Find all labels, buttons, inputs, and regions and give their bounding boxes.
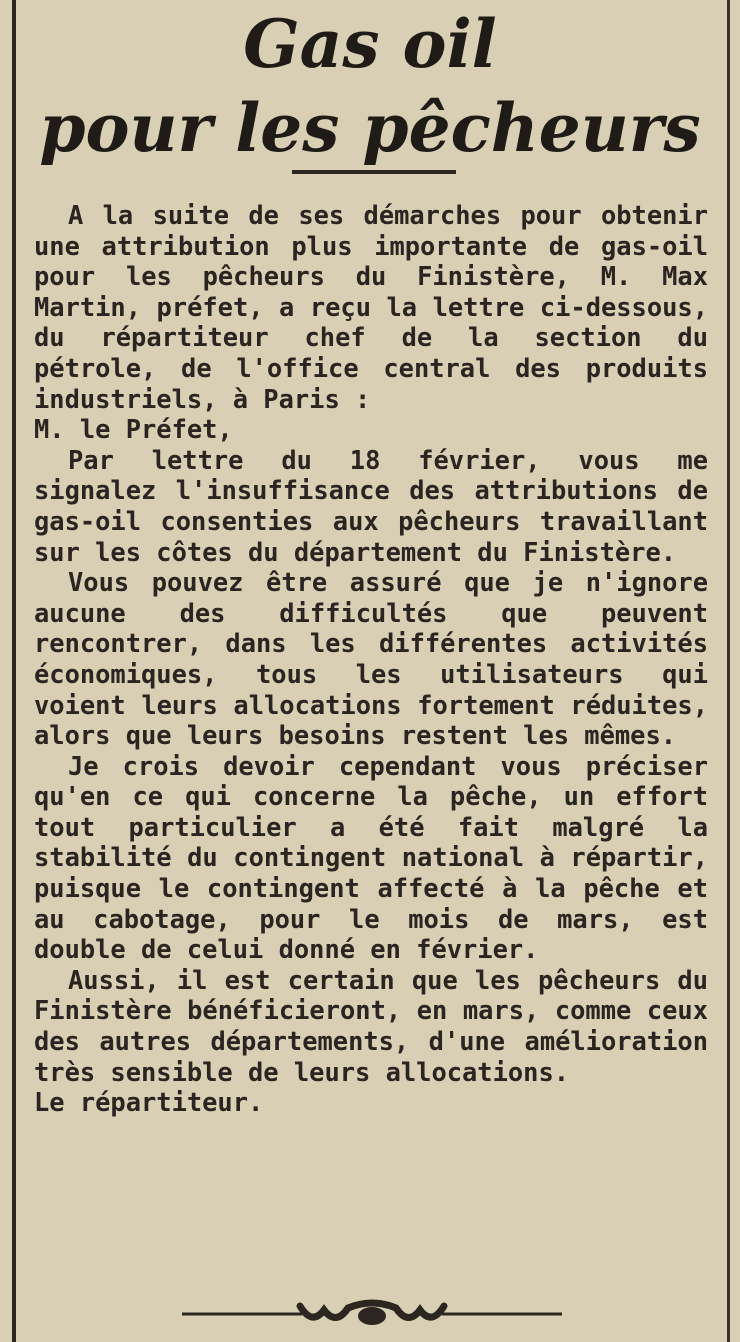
article-body <box>34 200 708 1118</box>
headline-line-1: Gas oil <box>243 5 497 83</box>
headline-line-2: pour les pêcheurs <box>39 89 701 167</box>
headline-divider <box>292 170 456 174</box>
left-column-rule <box>12 0 16 1342</box>
letter-paragraph-1: Par lettre du 18 février, vous me signalez l'insuffisance des attributions de gas-oil consenties aux pêcheurs travaillant sur les côtes du département du Finistère. <box>34 444 708 567</box>
letter-paragraph-2: Vous pouvez être assuré que je n'ignore aucune des difficultés que peuvent rencontrer, dans les différentes activités économiques, tous les utilisateurs qui voient leurs allocations fortement réduites, alors que leurs besoins restent les mêmes. <box>34 567 708 751</box>
letter-paragraph-3: Je crois devoir cependant vous préciser qu'en ce qui concerne la pêche, un effort tout particulier a été fait malgré la stabilité du contingent national à répartir, puisque le contingent affecté à la pêche et au cabotage, pour le mois de mars, est double de celui donné en février. <box>34 750 708 965</box>
right-column-rule <box>727 0 730 1342</box>
letter-paragraph-4: Aussi, il est certain que les pêcheurs du Finistère bénéficieront, en mars, comme ceux des autres départements, d'une amélioration très sensible de leurs allocations. <box>34 964 708 1087</box>
letter-salutation: M. le Préfet, <box>34 414 233 445</box>
article-intro: A la suite de ses démarches pour obtenir une attribution plus importante de gas-oil pour les pêcheurs du Finistère, M. Max Martin, préfet, a reçu la lettre ci-dessous, du répartiteur chef de la section du pétrole, de l'office central des produits industriels, à Paris : <box>34 200 708 414</box>
end-ornament-icon <box>182 1296 562 1332</box>
letter-signature: Le répartiteur. <box>34 1087 264 1118</box>
